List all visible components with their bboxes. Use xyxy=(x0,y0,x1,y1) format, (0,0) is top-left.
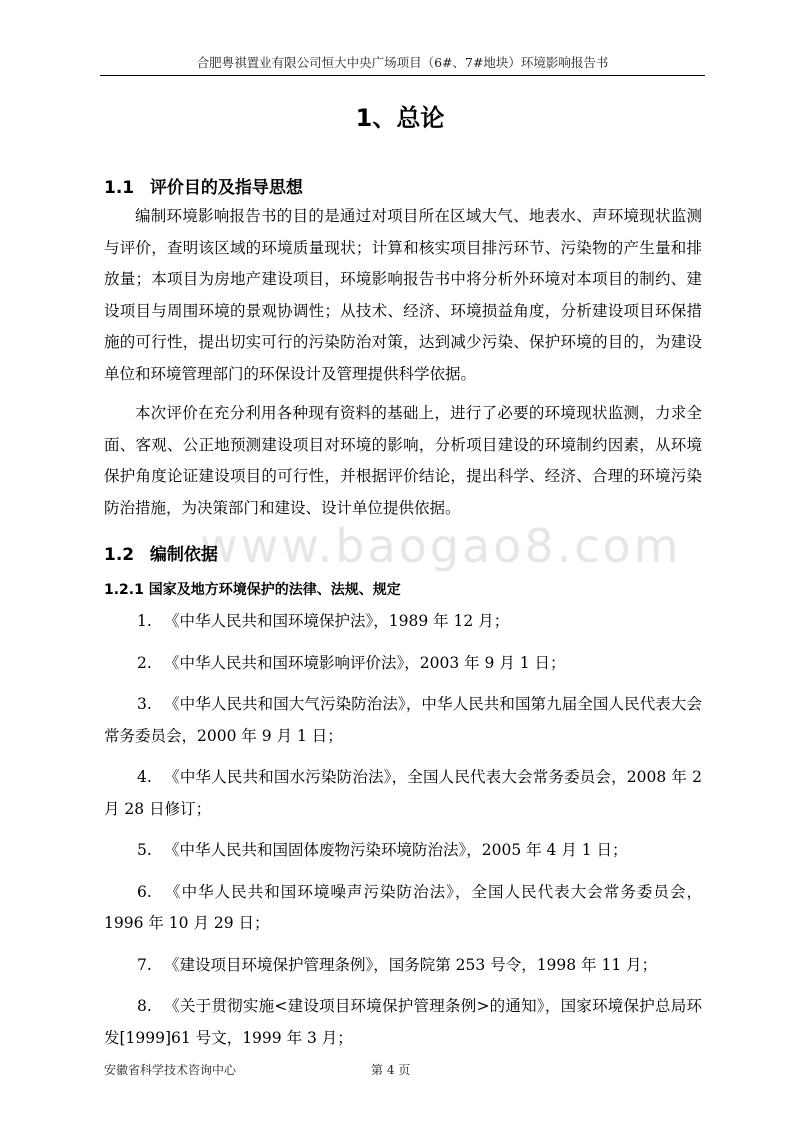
section-title: 编制依据 xyxy=(149,545,218,565)
list-item-text: 《中华人民共和国环境影响评价法》，2003 年 9 月 1 日； xyxy=(164,653,566,672)
list-item-number: 1. xyxy=(137,612,152,630)
footer-page-number: 第 4 页 xyxy=(371,1063,411,1077)
list-item-text: 《关于贯彻实施<建设项目环境保护管理条例>的通知》，国家环境保护总局环发[1999]61 号文，1999 年 3 月； xyxy=(104,997,702,1047)
section-heading-1-2 xyxy=(104,540,218,565)
watermark: www.baogao8.com xyxy=(200,519,682,573)
list-item-text: 《中华人民共和国大气污染防治法》，中华人民共和国第九届全国人民代表大会常务委员会，2000 年 9 月 1 日； xyxy=(104,695,702,745)
section-title: 评价目的及指导思想 xyxy=(149,178,303,198)
running-header: 合肥粤祺置业有限公司恒大中央广场项目（6#、7#地块）环境影响报告书 xyxy=(100,53,705,76)
paragraph: 本次评价在充分利用各种现有资料的基础上，进行了必要的环境现状监测，力求全面、客观、公正地预测建设项目对环境的影响，分析项目建设的环境制约因素，从环境保护角度论证建设项目的可行性，并根据评价结论，提出科学、经济、合理的环境污染防治措施，为决策部门和建设、设计单位提供依据。 xyxy=(104,404,702,517)
list-item xyxy=(104,762,702,825)
section-heading-1-1 xyxy=(104,173,303,198)
subsection-heading-1-2-1: 1.2.1 国家及地方环境保护的法律、法规、规定 xyxy=(104,582,401,598)
list-item xyxy=(104,991,702,1054)
list-item-number: 5. xyxy=(137,841,152,859)
section-number: 1.1 xyxy=(104,178,135,198)
law-list xyxy=(104,606,702,1054)
list-item-text: 《中华人民共和国水污染防治法》，全国人民代表大会常务委员会，2008 年 2 月 28 日修订； xyxy=(104,768,702,818)
list-item-number: 3. xyxy=(137,695,152,713)
list-item xyxy=(104,877,702,940)
list-item xyxy=(104,950,702,982)
list-item-number: 7. xyxy=(137,955,152,974)
list-item-text: 《中华人民共和国环境保护法》，1989 年 12 月； xyxy=(164,612,510,630)
section-number: 1.2 xyxy=(104,545,135,565)
footer-org: 安徽省科学技术咨询中心 xyxy=(104,1063,237,1077)
list-item-number: 8. xyxy=(137,997,152,1015)
list-item xyxy=(104,648,702,680)
list-item-number: 6. xyxy=(137,882,152,901)
chapter-title: 1、总论 xyxy=(355,104,445,132)
list-item xyxy=(104,689,702,752)
list-item-number: 4. xyxy=(137,768,152,786)
list-item-number: 2. xyxy=(137,653,152,672)
paragraph: 编制环境影响报告书的目的是通过对项目所在区域大气、地表水、声环境现状监测与评价，查明该区域的环境质量现状；计算和核实项目排污环节、污染物的产生量和排放量；本项目为房地产建设项目，环境影响报告书中将分析外环境对本项目的制约、建设项目与周围环境的景观协调性；从技术、经济、环境损益角度，分析建设项目环保措施的可行性，提出切实可行的污染防治对策，达到减少污染、保护环境的目的，为建设单位和环境管理部门的环保设计及管理提供科学依据。 xyxy=(104,207,702,383)
list-item xyxy=(104,606,702,638)
list-item-text: 《中华人民共和国环境噪声污染防治法》，全国人民代表大会常务委员会，1996 年 10 月 29 日； xyxy=(104,882,702,932)
list-item-text: 《建设项目环境保护管理条例》，国务院第 253 号令，1998 年 11 月； xyxy=(164,955,658,974)
list-item-text: 《中华人民共和国固体废物污染环境防治法》，2005 年 4 月 1 日； xyxy=(164,841,628,859)
list-item xyxy=(104,835,702,867)
